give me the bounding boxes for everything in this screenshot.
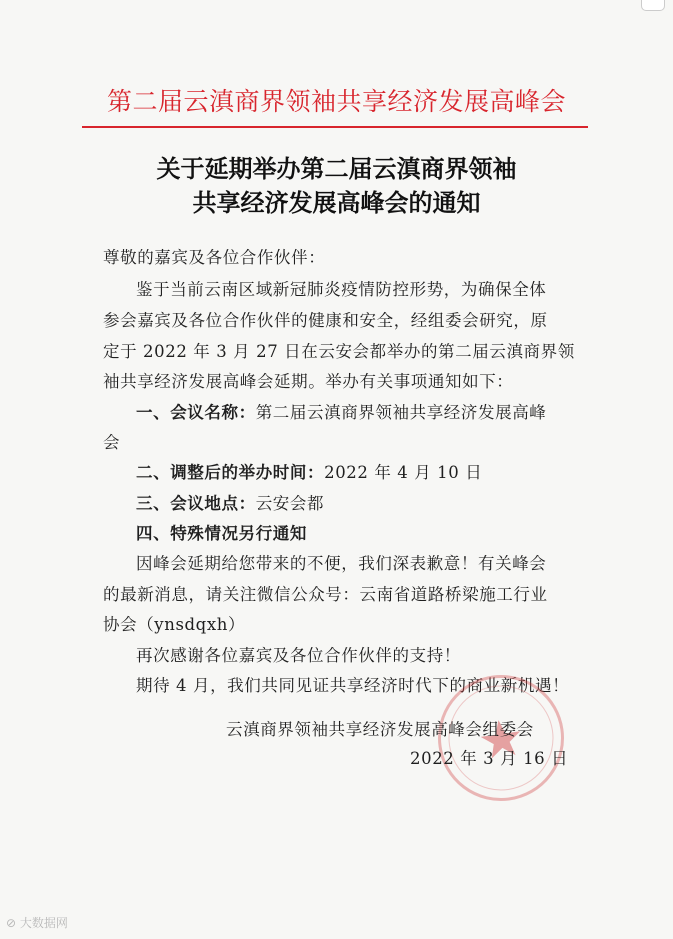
item2-value: 2022 年 4 月 10 日 [324, 463, 483, 482]
org-header: 第二届云滇商界领袖共享经济发展高峰会 [106, 87, 566, 116]
watermark-logo: ⊘ 大数据网 [6, 916, 68, 930]
thanks-line: 再次感谢各位嘉宾及各位合作伙伴的支持！ [136, 646, 461, 665]
item1-value-cont: 会 [103, 433, 121, 452]
item2-label: 二、调整后的举办时间： [136, 463, 325, 482]
item-special-notice: 四、特殊情况另行通知 [136, 524, 307, 543]
item1-label: 一、会议名称： [136, 403, 256, 422]
date: 2022 年 3 月 16 日 [410, 749, 569, 768]
salutation: 尊敬的嘉宾及各位合作伙伴： [103, 248, 326, 267]
notice-title-line1: 关于延期举办第二届云滇商界领袖 [156, 154, 517, 183]
intro-line: 参会嘉宾及各位合作伙伴的健康和安全，经组委会研究，原 [103, 311, 548, 330]
item-venue [136, 490, 324, 514]
item-meeting-name [136, 399, 546, 423]
closing-line: 期待 4 月，我们共同见证共享经济时代下的商业新机遇！ [136, 676, 570, 695]
item3-value: 云安会都 [255, 494, 325, 513]
red-divider [82, 126, 588, 128]
item1-value: 第二届云滇商界领袖共享经济发展高峰 [255, 403, 547, 422]
intro-line: 定于 2022 年 3 月 27 日在云安会都举办的第二届云滇商界领 [103, 342, 575, 361]
notice-title-line2: 共享经济发展高峰会的通知 [192, 188, 481, 217]
apology-line: 因峰会延期给您带来的不便，我们深表歉意！有关峰会 [136, 554, 547, 573]
intro-line: 鉴于当前云南区域新冠肺炎疫情防控形势，为确保全体 [136, 280, 547, 299]
apology-line: 协会（ynsdqxh） [103, 615, 246, 634]
watermark-text: 大数据网 [19, 916, 68, 930]
item3-label: 三、会议地点： [136, 494, 256, 513]
corner-badge [641, 0, 665, 11]
signature: 云滇商界领袖共享经济发展高峰会组委会 [226, 720, 534, 739]
intro-line: 袖共享经济发展高峰会延期。举办有关事项通知如下： [103, 372, 514, 391]
item-new-date [136, 459, 482, 483]
apology-line: 的最新消息，请关注微信公众号：云南省道路桥梁施工行业 [103, 585, 548, 604]
